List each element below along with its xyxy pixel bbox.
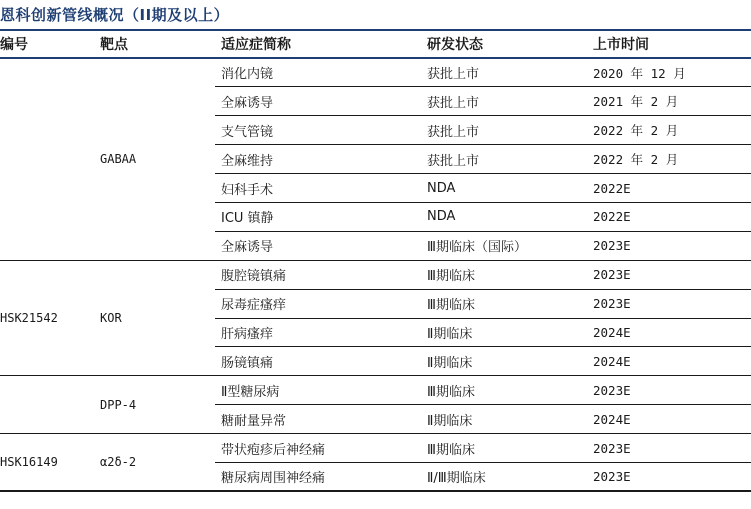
header-launch-date: 上市时间 xyxy=(587,30,751,58)
status-cell: Ⅲ期临床 xyxy=(421,376,587,405)
launch-date-cell: 2023E xyxy=(587,434,751,463)
indication-cell: Ⅱ型糖尿病 xyxy=(215,376,421,405)
indication-cell: ICU 镇静 xyxy=(215,202,421,231)
status-cell: Ⅲ期临床 xyxy=(421,289,587,318)
indication-cell: 全麻诱导 xyxy=(215,87,421,116)
target-cell: α2δ-2 xyxy=(94,434,215,492)
indication-cell: 腹腔镜镇痛 xyxy=(215,260,421,289)
launch-date-cell: 2020 年 12 月 xyxy=(587,58,751,87)
status-cell: Ⅲ期临床 xyxy=(421,434,587,463)
status-cell: Ⅱ期临床 xyxy=(421,405,587,434)
table-body xyxy=(0,58,751,491)
table-row xyxy=(0,376,751,405)
status-cell: Ⅲ期临床 xyxy=(421,260,587,289)
status-cell: 获批上市 xyxy=(421,145,587,174)
target-cell: KOR xyxy=(94,260,215,376)
launch-date-cell: 2024E xyxy=(587,318,751,347)
status-cell: Ⅲ期临床（国际） xyxy=(421,231,587,260)
status-cell: NDA xyxy=(421,202,587,231)
launch-date-cell: 2022 年 2 月 xyxy=(587,145,751,174)
indication-cell: 糖耐量异常 xyxy=(215,405,421,434)
launch-date-cell: 2024E xyxy=(587,405,751,434)
launch-date-cell: 2023E xyxy=(587,462,751,491)
status-cell: 获批上市 xyxy=(421,58,587,87)
table-row xyxy=(0,260,751,289)
launch-date-cell: 2023E xyxy=(587,376,751,405)
header-status: 研发状态 xyxy=(421,30,587,58)
header-code: 编号 xyxy=(0,30,94,58)
header-indication: 适应症简称 xyxy=(215,30,421,58)
launch-date-cell: 2022E xyxy=(587,174,751,203)
indication-cell: 消化内镜 xyxy=(215,58,421,87)
launch-date-cell: 2021 年 2 月 xyxy=(587,87,751,116)
status-cell: NDA xyxy=(421,174,587,203)
drug-code: HSK16149 xyxy=(0,434,94,492)
launch-date-cell: 2023E xyxy=(587,260,751,289)
indication-cell: 全麻维持 xyxy=(215,145,421,174)
header-row xyxy=(0,30,751,58)
launch-date-cell: 2023E xyxy=(587,289,751,318)
indication-cell: 尿毒症瘙痒 xyxy=(215,289,421,318)
launch-date-cell: 2022 年 2 月 xyxy=(587,116,751,145)
drug-code xyxy=(0,58,94,260)
launch-date-cell: 2023E xyxy=(587,231,751,260)
drug-code: HSK21542 xyxy=(0,260,94,376)
target-cell: GABAA xyxy=(94,58,215,260)
drug-code xyxy=(0,376,94,434)
status-cell: Ⅱ/Ⅲ期临床 xyxy=(421,462,587,491)
table-row xyxy=(0,58,751,87)
target-cell: DPP-4 xyxy=(94,376,215,434)
table-title: 恩科创新管线概况（II期及以上） xyxy=(0,6,230,24)
launch-date-cell: 2024E xyxy=(587,347,751,376)
indication-cell: 支气管镜 xyxy=(215,116,421,145)
indication-cell: 带状疱疹后神经痛 xyxy=(215,434,421,463)
status-cell: 获批上市 xyxy=(421,116,587,145)
indication-cell: 糖尿病周围神经痛 xyxy=(215,462,421,491)
launch-date-cell: 2022E xyxy=(587,202,751,231)
status-cell: Ⅱ期临床 xyxy=(421,318,587,347)
pipeline-table xyxy=(0,29,751,492)
indication-cell: 肠镜镇痛 xyxy=(215,347,421,376)
indication-cell: 肝病瘙痒 xyxy=(215,318,421,347)
indication-cell: 妇科手术 xyxy=(215,174,421,203)
header-target: 靶点 xyxy=(94,30,215,58)
status-cell: 获批上市 xyxy=(421,87,587,116)
status-cell: Ⅱ期临床 xyxy=(421,347,587,376)
indication-cell: 全麻诱导 xyxy=(215,231,421,260)
table-row xyxy=(0,434,751,463)
